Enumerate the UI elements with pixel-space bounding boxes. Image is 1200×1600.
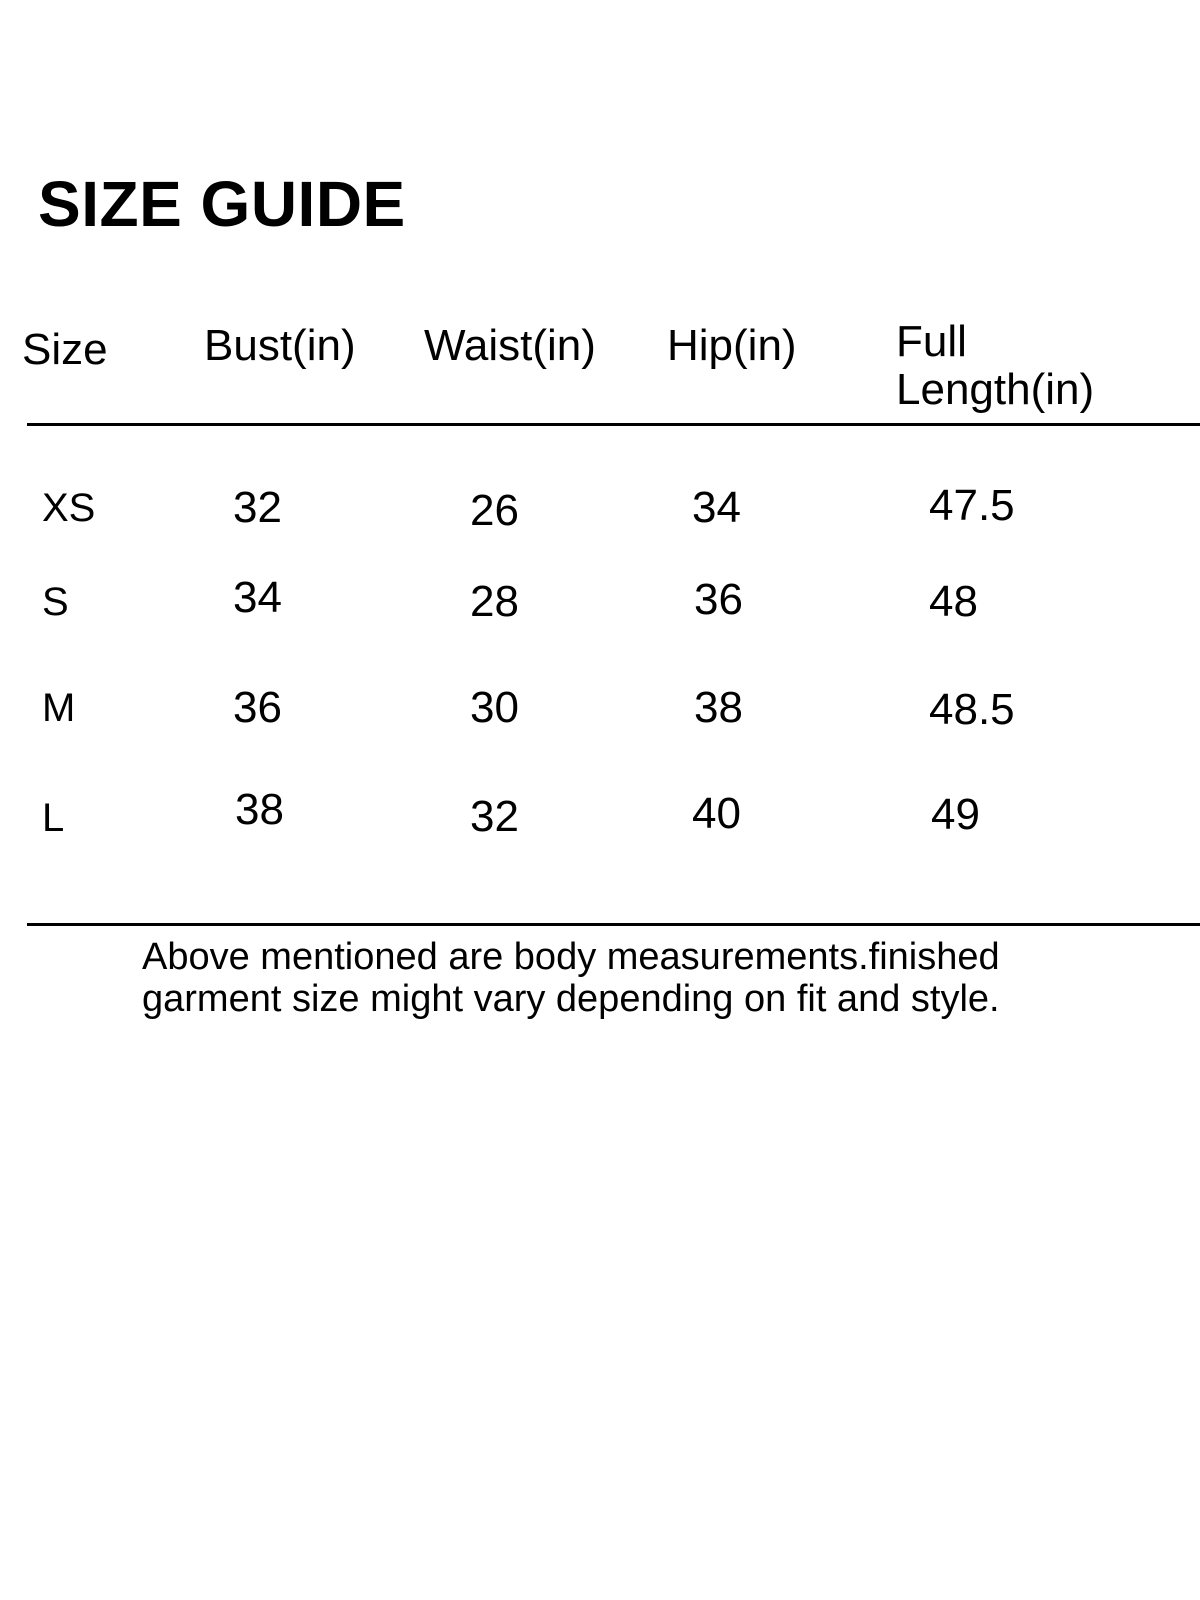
- header-size: Size: [22, 325, 108, 374]
- cell-hip: 34: [692, 483, 741, 532]
- header-waist: Waist(in): [424, 321, 596, 370]
- cell-waist: 26: [470, 486, 519, 535]
- header-hip: Hip(in): [667, 321, 797, 370]
- page-title: SIZE GUIDE: [38, 168, 406, 240]
- measurement-note: [142, 936, 1142, 1020]
- header-full-length: [896, 318, 1094, 414]
- cell-size: XS: [42, 486, 96, 530]
- header-full-length-line1: Full: [896, 317, 967, 366]
- header-bust: Bust(in): [204, 321, 356, 370]
- cell-full-length: 47.5: [929, 481, 1015, 530]
- cell-waist: 28: [470, 577, 519, 626]
- cell-bust: 38: [235, 785, 284, 834]
- cell-hip: 40: [692, 789, 741, 838]
- cell-full-length: 48.5: [929, 685, 1015, 734]
- cell-hip: 36: [694, 575, 743, 624]
- cell-waist: 32: [470, 792, 519, 841]
- cell-full-length: 48: [929, 577, 978, 626]
- footer-divider: [27, 923, 1200, 926]
- cell-size: S: [42, 580, 69, 624]
- measurement-note-line1: Above mentioned are body measurements.finished: [142, 936, 1000, 978]
- cell-size: M: [42, 686, 76, 730]
- cell-size: L: [42, 796, 65, 840]
- cell-waist: 30: [470, 683, 519, 732]
- measurement-note-line2: garment size might vary depending on fit and style.: [142, 978, 1000, 1020]
- cell-bust: 34: [233, 573, 282, 622]
- header-divider: [27, 423, 1200, 426]
- cell-bust: 36: [233, 683, 282, 732]
- cell-full-length: 49: [931, 790, 980, 839]
- cell-hip: 38: [694, 683, 743, 732]
- header-full-length-line2: Length(in): [896, 365, 1095, 414]
- cell-bust: 32: [233, 483, 282, 532]
